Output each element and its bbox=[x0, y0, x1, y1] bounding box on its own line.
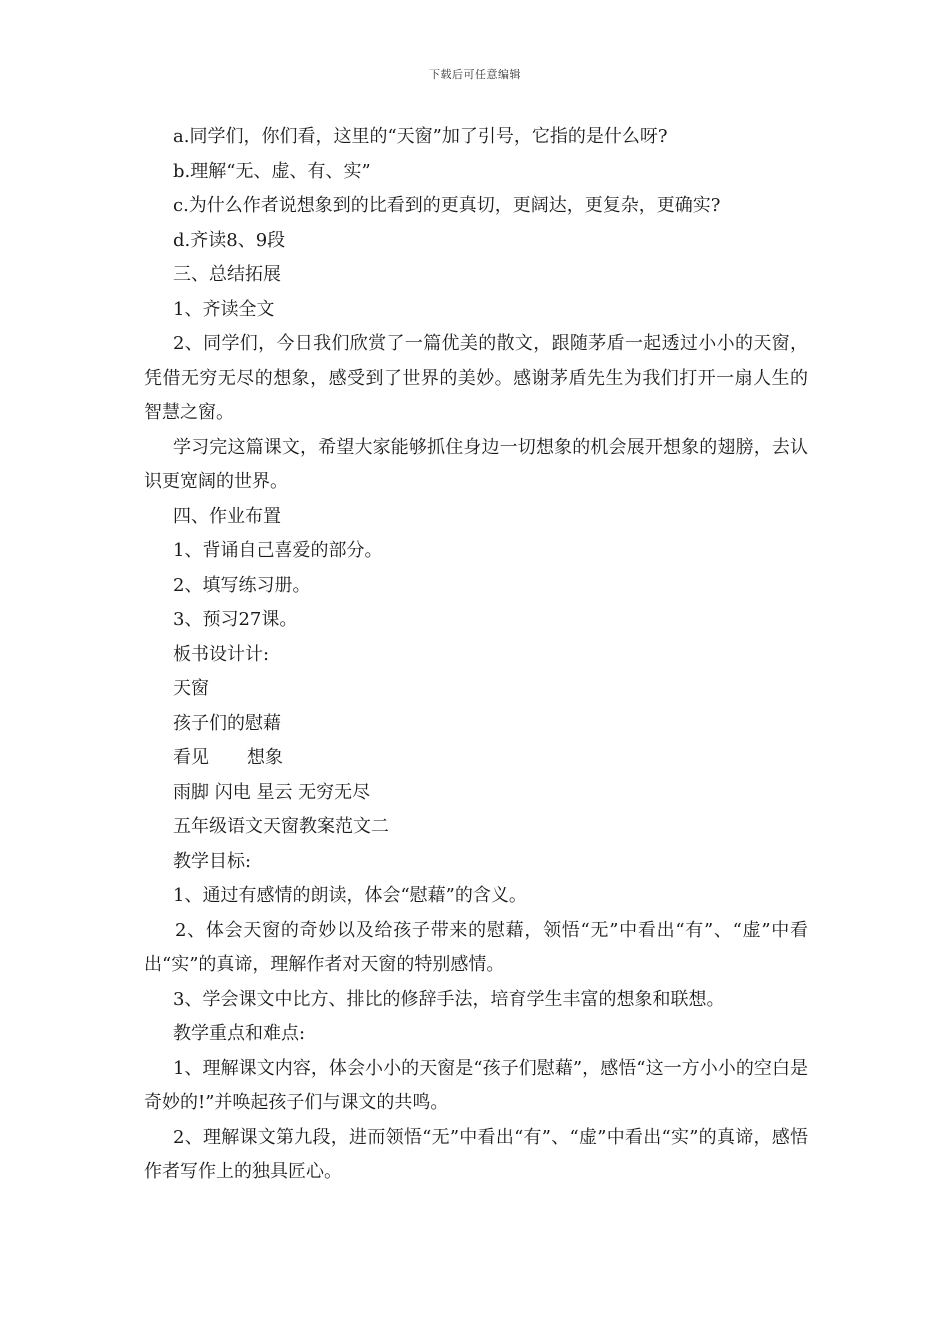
objective-2: 2、体会天窗的奇妙以及给孩子带来的慰藉，领悟“无”中看出“有”、“虚”中看出“实”的真谛，理解作者对天窗的特别感情。 bbox=[144, 919, 808, 975]
objectives-heading: 教学目标: bbox=[173, 850, 252, 872]
board-columns bbox=[144, 741, 808, 776]
section-heading-summary: 三、总结拓展 bbox=[173, 264, 281, 285]
board-design-heading: 板书设计计: bbox=[173, 643, 270, 665]
question-c: c.为什么作者说想象到的比看到的更真切，更阔达，更复杂，更确实? bbox=[173, 195, 721, 216]
objective-1: 1、通过有感情的朗读，体会“慰藉”的含义。 bbox=[173, 885, 527, 906]
objective-3: 3、学会课文中比方、排比的修辞手法，培育学生丰富的想象和联想。 bbox=[173, 988, 725, 1010]
board-title: 天窗 bbox=[173, 678, 209, 699]
homework-item-1: 1、背诵自己喜爱的部分。 bbox=[173, 540, 383, 561]
board-column-see: 看见 bbox=[173, 747, 209, 768]
homework-item-2: 2、填写练习册。 bbox=[173, 574, 311, 596]
summary-item-1: 1、齐读全文 bbox=[173, 298, 275, 320]
homework-item-3: 3、预习27课。 bbox=[173, 609, 298, 630]
board-subtitle: 孩子们的慰藉 bbox=[173, 712, 281, 734]
board-column-imagine: 想象 bbox=[247, 747, 283, 768]
board-items: 雨脚 闪电 星云 无穷无尽 bbox=[173, 781, 371, 803]
question-d: d.齐读8、9段 bbox=[173, 229, 286, 251]
summary-item-2: 2、同学们，今日我们欣赏了一篇优美的散文，跟随茅盾一起透过小小的天窗，凭借无穷无尽的想象，感受到了世界的美妙。感谢茅盾先生为我们打开一扇人生的智慧之窗。 bbox=[144, 333, 808, 423]
page-header: 下载后可任意编辑 bbox=[429, 68, 521, 81]
key-point-1: 1、理解课文内容，体会小小的天窗是“孩子们慰藉”，感悟“这一方小小的空白是奇妙的!”并唤起孩子们与课文的共鸣。 bbox=[144, 1057, 808, 1113]
question-a: a.同学们，你们看，这里的“天窗”加了引号，它指的是什么呀? bbox=[173, 126, 668, 147]
second-lesson-title: 五年级语文天窗教案范文二 bbox=[173, 816, 389, 837]
question-b: b.理解“无、虚、有、实” bbox=[173, 160, 371, 182]
summary-paragraph: 学习完这篇课文，希望大家能够抓住身边一切想象的机会展开想象的翅膀，去认识更宽阔的世界。 bbox=[144, 436, 808, 492]
document-body bbox=[144, 120, 808, 1190]
key-points-heading: 教学重点和难点: bbox=[173, 1023, 306, 1044]
section-heading-homework: 四、作业布置 bbox=[173, 505, 281, 527]
key-point-2: 2、理解课文第九段，进而领悟“无”中看出“有”、“虚”中看出“实”的真谛，感悟作者写作上的独具匠心。 bbox=[144, 1126, 808, 1182]
